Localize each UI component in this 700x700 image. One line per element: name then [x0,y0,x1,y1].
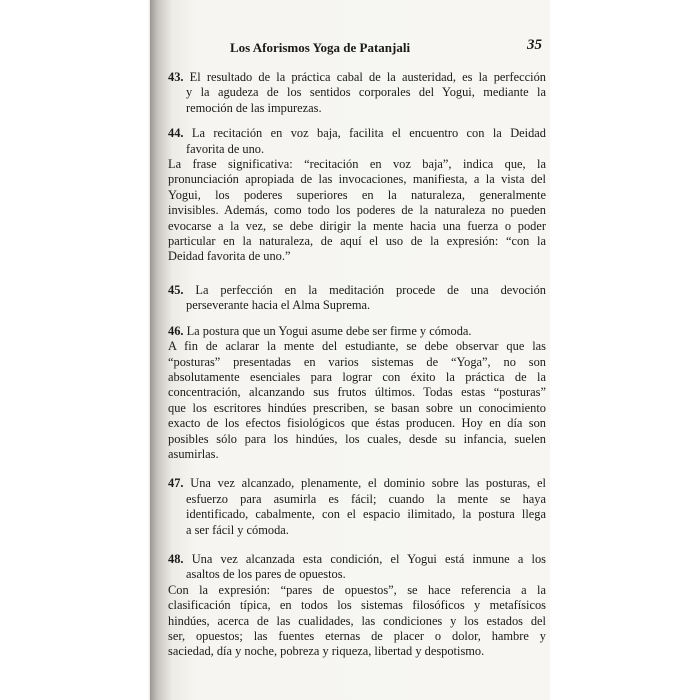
comment-line: A fin de aclarar la mente del estudiante, se debe observar que las [168,339,546,354]
book-gutter [0,0,152,700]
comment-line: “posturas” presentadas en varios sistemas de “Yoga”, no son [168,354,546,369]
aphorism-line: perseverante hacia el Alma Suprema. [186,298,371,313]
comment-line: que los escritores hindúes prescriben, se basan sobre un conocimiento [168,400,546,415]
aphorism-line: 47. Una vez alcanzado, plenamente, el dominio sobre las posturas, el [168,476,546,491]
aphorism-line: 44. La recitación en voz baja, facilita el encuentro con la Deidad [168,126,546,141]
comment-line: Yogui, los poderes superiores en la naturaleza, generalmente [168,187,546,202]
aphorism-line: 48. Una vez alcanzada esta condición, el Yogui está inmune a los [168,551,546,566]
page-content [168,70,546,670]
aphorism-47 [168,476,546,538]
comment-line: concentración, alcanzando sus frutos últimos. Todas estas “posturas” [168,385,546,400]
comment-line: posibles sólo para los hindúes, los cuales, desde su infancia, suelen [168,431,546,446]
comment-line: absolutamente esenciales para lograr con éxito la práctica de la [168,369,546,384]
aphorism-line: esfuerzo para asumirla es fácil; cuando la mente se haya [186,491,546,506]
aphorism-line: identificado, cabalmente, con el espacio ilimitado, la postura llega [186,507,546,522]
aphorism-number: 43. [168,70,184,84]
aphorism-line: 45. La perfección en la meditación procede de una devoción [168,282,546,297]
comment-line: clasificación típica, en todos los sistemas filosóficos y metafísicos [168,598,546,613]
comment-line: saciedad, día y noche, pobreza y riqueza, libertad y despotismo. [168,644,485,659]
comment-line: Deidad favorita de uno.” [168,249,291,264]
comment-line: exacto de los efectos fisiológicos que éstas producen. Hoy en día son [168,416,546,431]
aphorism-45 [168,283,546,314]
comment-line: La frase significativa: “recitación en voz baja”, indica que, la [168,157,546,172]
page-margin [550,0,700,700]
comment-line: Con la expresión: “pares de opuestos”, se hace referencia a la [168,582,546,597]
aphorism-line: remoción de las impurezas. [186,100,322,115]
header-title: Los Aforismos Yoga de Patanjali [230,40,411,55]
comment-line: particular en la naturaleza, de aquí el uso de la expresión: “con la [168,234,546,249]
aphorism-number: 44. [168,126,184,141]
book-page [150,0,550,700]
aphorism-43 [168,70,546,116]
comment-line: ser, opuestos; las fuentes eternas de placer o dolor, hambre y [168,629,546,643]
aphorism-line: a ser fácil y cómoda. [186,522,289,537]
comment-line: pronunciación apropiada de las invocaciones, manifiesta, a la vista del [168,172,546,187]
aphorism-number: 47. [168,476,184,491]
aphorism-line: favorita de uno. [186,141,265,156]
aphorism-line: 43. El resultado de la práctica cabal de la austeridad, es la perfección [168,70,546,84]
aphorism-number: 46. [168,323,184,338]
comment-line: evocarse a la vez, se debe dirigir la mente hacia una fuerza o poder [168,218,546,233]
aphorism-number: 48. [168,551,184,566]
aphorism-48 [168,552,546,660]
comment-line: asumirlas. [168,446,219,461]
aphorism-line: asaltos de los pares de opuestos. [186,567,346,582]
page-number: 35 [527,37,542,53]
aphorism-line: 46. La postura que un Yogui asume debe ser firme y cómoda. [168,323,472,338]
comment-line: hindúes, acerca de las cualidades, las condiciones y los estados del [168,613,546,628]
aphorism-number: 45. [168,282,184,297]
comment-line: invisibles. Además, como todo los poderes de la naturaleza no pueden [168,203,546,218]
aphorism-44 [168,126,546,265]
aphorism-line: y la agudeza de los sentidos corporales del Yogui, mediante la [186,85,546,100]
aphorism-46 [168,324,546,463]
